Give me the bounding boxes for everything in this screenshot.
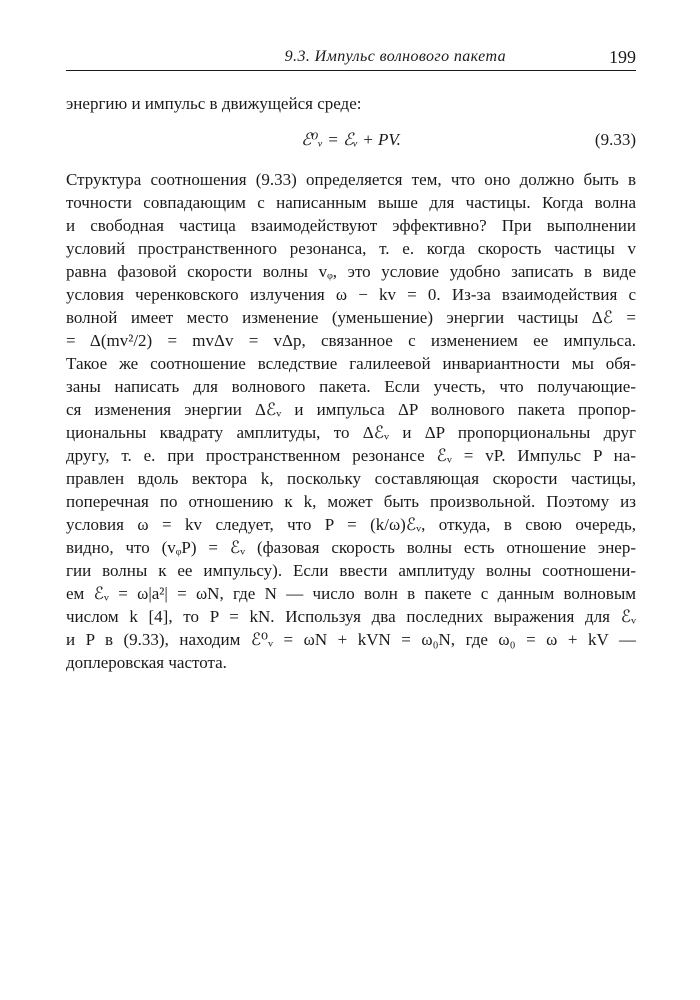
paragraph-line: точности совпадающим с написанным выше для частицы. Когда волна: [66, 193, 636, 212]
paragraph-line: условий пространственного резонанса, т. е. когда скорость частицы v: [66, 239, 636, 258]
section-title: 9.3. Импульс волнового пакета: [284, 48, 506, 65]
paragraph-line: Структура соотношения (9.33) определяется тем, что оно должно быть в: [66, 170, 636, 189]
paragraph-line: доплеровская частота.: [66, 653, 227, 672]
paragraph-line: ем ℰᵥ = ω|a²| = ωN, где N — число волн в пакете с данным волновым: [66, 584, 636, 603]
paragraph-line: условия ω = kv следует, что P = (k/ω)ℰᵥ, откуда, в свою очередь,: [66, 515, 636, 534]
paragraph-line: поперечная по отношению к k, может быть произвольной. Поэтому из: [66, 492, 636, 511]
paragraph-line: гии волны к ее импульсу). Если ввести амплитуду волны соотношени-: [66, 561, 636, 580]
paragraph-line: другу, т. е. при пространственном резонансе ℰᵥ = vP. Импульс P на-: [66, 446, 636, 465]
paragraph-line: правлен вдоль вектора k, поскольку составляющая скорости частицы,: [66, 469, 636, 488]
paragraph-line: заны написать для волнового пакета. Если учесть, что получающие-: [66, 377, 636, 396]
paragraph-line: волной имеет место изменение (уменьшение) энергии частицы Δℰ =: [66, 308, 636, 327]
equation-9-33: [66, 128, 636, 156]
body-paragraph: [66, 168, 636, 674]
intro-text: энергию и импульс в движущейся среде:: [66, 94, 362, 113]
paragraph-line: ся изменения энергии Δℰᵥ и импульса ΔP волнового пакета пропор-: [66, 400, 636, 419]
paragraph-line: числом k [4], то P = kN. Используя два последних выражения для ℰᵥ: [66, 607, 636, 626]
page-number: 199: [609, 47, 636, 67]
equation-number: (9.33): [594, 130, 636, 149]
paragraph-line: и свободная частица взаимодействуют эффективно? При выполнении: [66, 216, 636, 235]
paragraph-line: циональны квадрату амплитуды, то Δℰᵥ и ΔP пропорциональны друг: [66, 423, 636, 442]
paragraph-line: = Δ(mv²/2) = mvΔv = vΔp, связанное с изменением ее импульса.: [66, 331, 636, 350]
running-header: [66, 46, 636, 71]
paragraph-line: условия черенковского излучения ω − kv = 0. Из-за взаимодействия с: [66, 285, 636, 304]
paragraph-line: Такое же соотношение вследствие галилеевой инвариантности мы обя-: [66, 354, 636, 373]
paragraph-line: и P в (9.33), находим ℰ⁰ᵥ = ωN + kVN = ω₀N, где ω₀ = ω + kV —: [66, 630, 636, 649]
paragraph-line: видно, что (vᵩP) = ℰᵥ (фазовая скорость волны есть отношение энер-: [66, 538, 636, 557]
paragraph-line: равна фазовой скорости волны vᵩ, это условие удобно записать в виде: [66, 262, 636, 281]
equation-formula: ℰ⁰ᵥ = ℰᵥ + PV.: [301, 130, 401, 149]
